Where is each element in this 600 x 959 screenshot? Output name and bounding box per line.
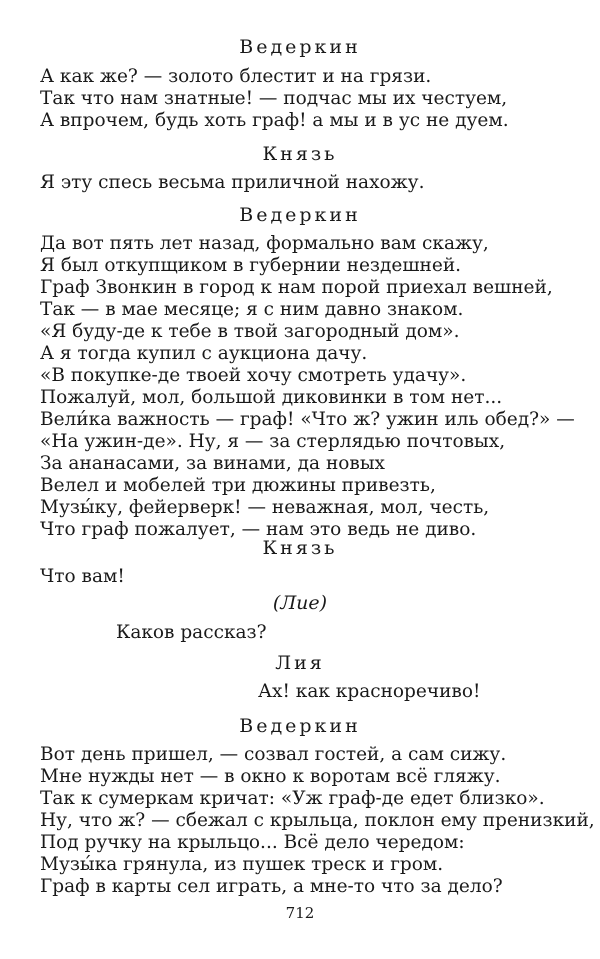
- verse-block: [40, 172, 580, 194]
- verse-line: Каков рассказ?: [116, 622, 267, 643]
- verse-line: «В покупке-де твоей хочу смотреть удачу».: [40, 365, 467, 386]
- verse-line: Музы́ку, фейерверк! — неважная, мол, честь,: [40, 497, 490, 518]
- verse-line: Вели́ка важность — граф! «Что ж? ужин иль обед?» —: [40, 409, 575, 430]
- speaker-name: Князь: [262, 143, 338, 165]
- verse-line: Что вам!: [40, 566, 125, 587]
- verse-line: Музы́ка грянула, из пушек треск и гром.: [40, 854, 444, 875]
- verse-line: Под ручку на крыльцо... Всё дело чередом:: [40, 832, 465, 853]
- verse-line: «На ужин-де». Ну, я — за стерлядью почтовых,: [40, 431, 506, 452]
- verse-block: [40, 744, 595, 898]
- verse-line: Велел и мобелей три дюжины привезть,: [40, 475, 436, 496]
- verse-line: Я был откупщиком в губернии нездешней.: [40, 255, 462, 276]
- page-number: 712: [285, 904, 315, 922]
- speaker-name: Ведеркин: [239, 36, 361, 58]
- stage-direction: (Лие): [272, 592, 328, 614]
- speaker-name: Лия: [275, 652, 325, 674]
- speaker-name: Ведеркин: [239, 204, 361, 226]
- verse-line: Так к сумеркам кричат: «Уж граф-де едет близко».: [40, 788, 545, 809]
- verse-line: Граф в карты сел играть, а мне-то что за дело?: [40, 876, 503, 897]
- verse-line: Ах! как красноречиво!: [258, 681, 481, 702]
- verse-line: Пожалуй, мол, большой диковинки в том нет...: [40, 387, 503, 408]
- verse-line: А я тогда купил с аукциона дачу.: [40, 343, 368, 364]
- speaker-name: Ведеркин: [239, 715, 361, 737]
- verse-block: [40, 233, 580, 541]
- verse-line: «Я буду-де к тебе в твой загородный дом».: [40, 321, 460, 342]
- verse-block: [40, 66, 580, 132]
- verse-line: Мне нужды нет — в окно к воротам всё гляжу.: [40, 766, 501, 787]
- speaker-name: Князь: [262, 537, 338, 559]
- verse-line: Что граф пожалует, — нам это ведь не диво.: [40, 519, 477, 540]
- verse-line: Да вот пять лет назад, формально вам скажу,: [40, 233, 489, 254]
- verse-line: Так что нам знатные! — подчас мы их честуем,: [40, 88, 508, 109]
- verse-line: За ананасами, за винами, да новых: [40, 453, 385, 474]
- verse-line: Граф Звонкин в город к нам порой приехал вешней,: [40, 277, 553, 298]
- verse-line: Я эту спесь весьма приличной нахожу.: [40, 172, 425, 193]
- verse-line: А впрочем, будь хоть граф! а мы и в ус не дуем.: [40, 110, 509, 131]
- verse-line: Так — в мае месяце; я с ним давно знаком.: [40, 299, 464, 320]
- verse-line: А как же? — золото блестит и на грязи.: [40, 66, 432, 87]
- verse-line: Ну, что ж? — сбежал с крыльца, поклон ему пренизкий,: [40, 810, 595, 831]
- verse-line: Вот день пришел, — созвал гостей, а сам сижу.: [40, 744, 507, 765]
